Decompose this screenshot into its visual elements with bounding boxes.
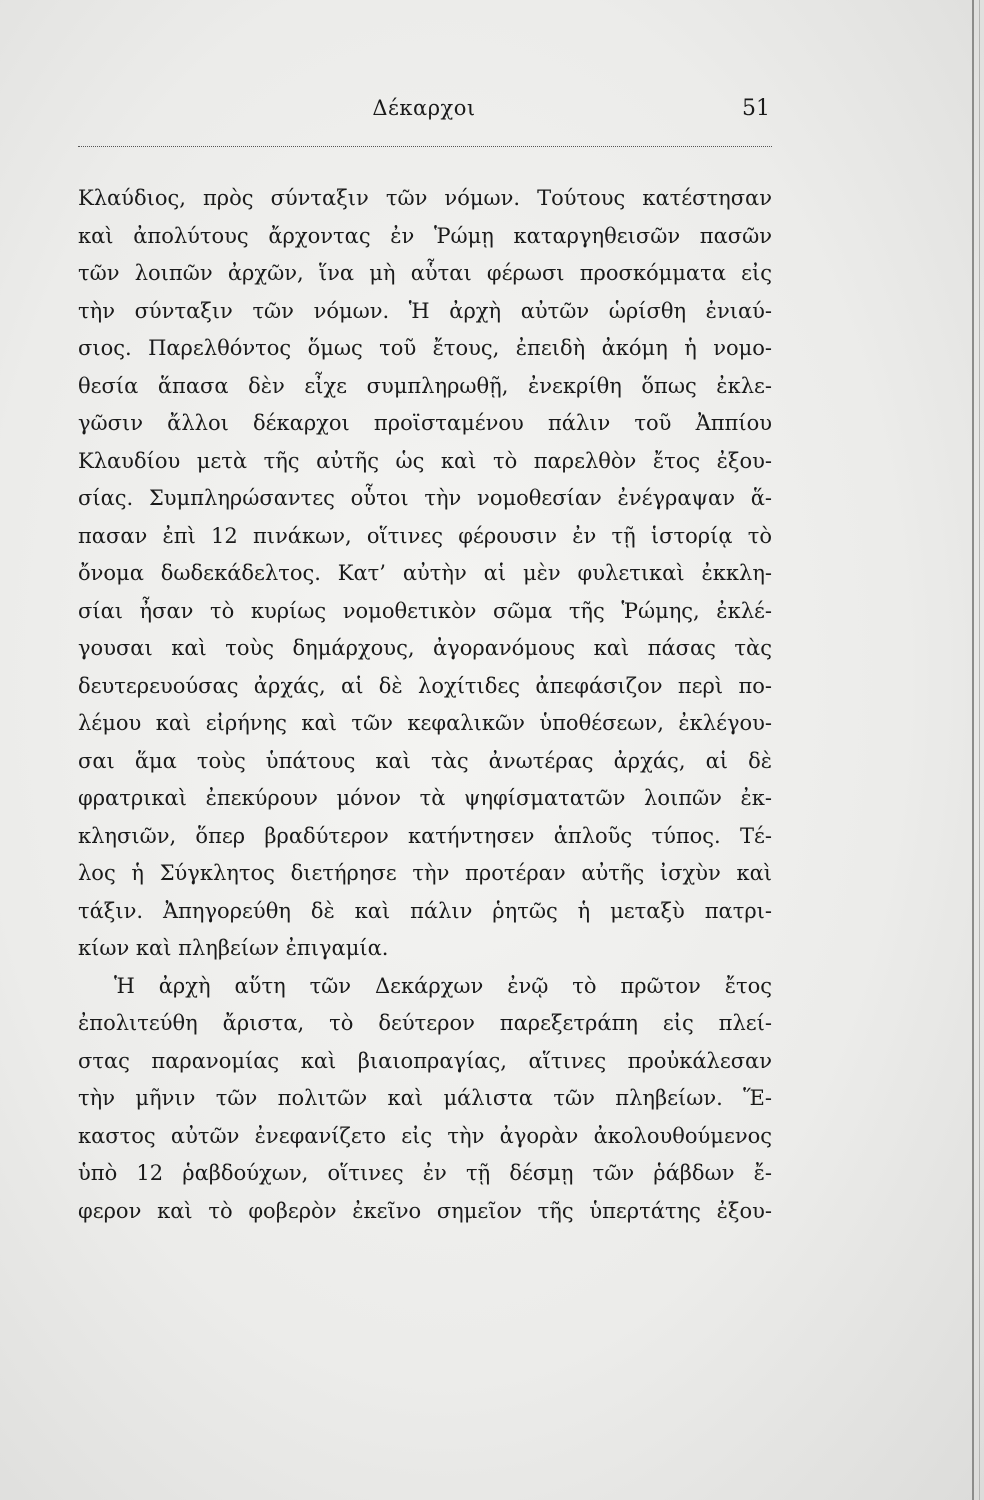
text-line: σιος. Παρελθόντος ὅμως τοῦ ἔτους, ἐπειδὴ ἀκόμη ἡ νομο- [78, 336, 772, 360]
text-line: λέμου καὶ εἰρήνης καὶ τῶν κεφαλικῶν ὑποθέσεων, ἐκλέγου- [78, 711, 772, 735]
text-line: κλησιῶν, ὅπερ βραδύτερον κατήντησεν ἁπλοῦς τύπος. Τέ- [78, 823, 772, 848]
running-head: Δέκαρχοι [372, 96, 476, 120]
text-line: φερον καὶ τὸ φοβερὸν ἐκεῖνο σημεῖον τῆς ὑπερτάτης ἐξου- [78, 1198, 772, 1223]
paragraph-1 [78, 180, 772, 968]
text-line: θεσία ἅπασα δὲν εἶχε συμπληρωθῇ, ἐνεκρίθη ὅπως ἐκλε- [78, 373, 772, 398]
text-line: δευτερευούσας ἀρχάς, αἱ δὲ λοχίτιδες ἀπεφάσιζον περὶ πο- [78, 673, 772, 698]
page-edge-line [979, 0, 980, 1500]
text-line: σίαι ἦσαν τὸ κυρίως νομοθετικὸν σῶμα τῆς Ῥώμης, ἐκλέ- [78, 598, 772, 623]
text-line: πασαν ἐπὶ 12 πινάκων, οἵτινες φέρουσιν ἐν τῇ ἱστορίᾳ τὸ [78, 523, 772, 548]
body-text [78, 180, 772, 1230]
page-header [78, 96, 770, 136]
paragraph-2 [78, 968, 772, 1231]
page-number: 51 [742, 96, 770, 121]
text-line: σαι ἅμα τοὺς ὑπάτους καὶ τὰς ἀνωτέρας ἀρχάς, αἱ δὲ [78, 748, 772, 773]
text-line: Κλαύδιος, πρὸς σύνταξιν τῶν νόμων. Τούτους κατέστησαν [78, 186, 772, 210]
text-line: τὴν σύνταξιν τῶν νόμων. Ἡ ἀρχὴ αὐτῶν ὡρίσθη ἐνιαύ- [78, 298, 772, 323]
text-line: τάξιν. Ἀπηγορεύθη δὲ καὶ πάλιν ῥητῶς ἡ μεταξὺ πατρι- [78, 898, 772, 923]
text-line: κίων καὶ πληβείων ἐπιγαμία. [78, 936, 389, 960]
text-line: ὑπὸ 12 ῥαβδούχων, οἵτινες ἐν τῇ δέσμῃ τῶν ῥάβδων ἔ- [78, 1161, 772, 1185]
text-line: φρατρικαὶ ἐπεκύρουν μόνον τὰ ψηφίσματατῶν λοιπῶν ἐκ- [78, 786, 772, 810]
text-line: καστος αὐτῶν ἐνεφανίζετο εἰς τὴν ἀγορὰν ἀκολουθούμενος [78, 1123, 772, 1148]
text-line: ὄνομα δωδεκάδελτος. Κατ’ αὐτὴν αἱ μὲν φυλετικαὶ ἐκκλη- [78, 561, 772, 585]
text-line: τὴν μῆνιν τῶν πολιτῶν καὶ μάλιστα τῶν πληβείων. Ἕ- [78, 1086, 772, 1110]
text-line: Κλαυδίου μετὰ τῆς αὐτῆς ὡς καὶ τὸ παρελθὸν ἔτος ἐξου- [78, 448, 772, 473]
page-edge-shadow [972, 0, 974, 1500]
text-line: γουσαι καὶ τοὺς δημάρχους, ἀγορανόμους καὶ πάσας τὰς [78, 636, 772, 660]
text-line: τῶν λοιπῶν ἀρχῶν, ἵνα μὴ αὗται φέρωσι προσκόμματα εἰς [78, 261, 772, 285]
text-line: γῶσιν ἄλλοι δέκαρχοι προϊσταμένου πάλιν τοῦ Ἀππίου [78, 411, 772, 435]
text-line: στας παρανομίας καὶ βιαιοπραγίας, αἵτινες προὐκάλεσαν [78, 1048, 772, 1073]
text-line: λος ἡ Σύγκλητος διετήρησε τὴν προτέραν αὐτῆς ἰσχὺν καὶ [78, 861, 772, 885]
text-line: σίας. Συμπληρώσαντες οὗτοι τὴν νομοθεσίαν ἐνέγραψαν ἅ- [78, 486, 772, 510]
text-line: ἐπολιτεύθη ἄριστα, τὸ δεύτερον παρεξετράπη εἰς πλεί- [78, 1011, 772, 1035]
text-line: Ἡ ἀρχὴ αὕτη τῶν Δεκάρχων ἐνῷ τὸ πρῶτον ἔτος [114, 973, 772, 998]
header-rule [78, 146, 772, 147]
text-line: καὶ ἀπολύτους ἄρχοντας ἐν Ῥώμῃ καταργηθεισῶν πασῶν [78, 223, 772, 248]
